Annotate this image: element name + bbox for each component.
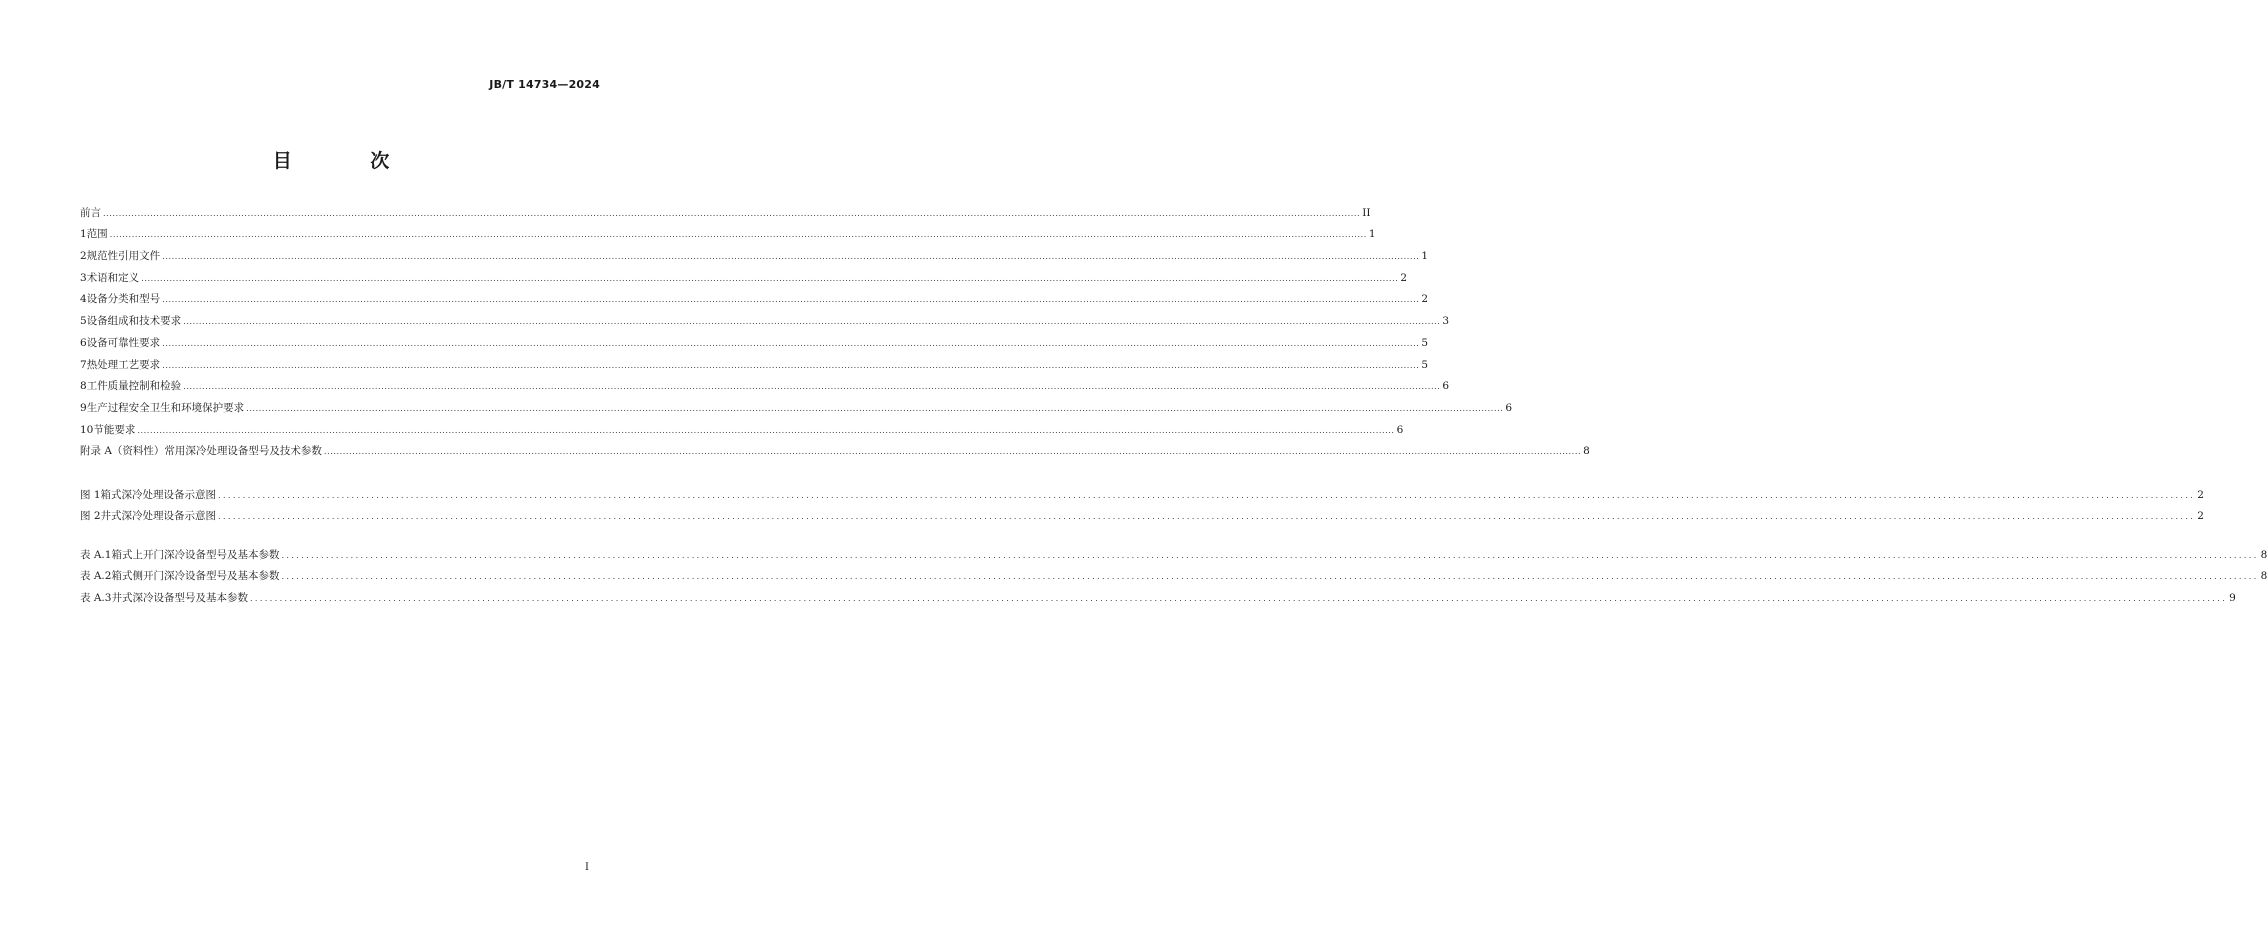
toc-entry-page: II bbox=[1362, 206, 1371, 219]
figure-entry[interactable] bbox=[80, 480, 2204, 502]
dot-leader: ................................................................................................................................................................................................................................................................................................................................................................................................................ bbox=[162, 252, 1420, 262]
dot-leader: ................................................................................................................................................................................................................................................................................................................................................................................................................ bbox=[249, 594, 2228, 604]
toc-entry-page: 6 bbox=[1396, 423, 1404, 436]
toc-entry-page: 6 bbox=[1505, 401, 1513, 414]
toc-entry-label: 设备组成和技术要求 bbox=[86, 315, 182, 328]
toc-entry[interactable] bbox=[80, 241, 1429, 263]
dot-leader: ................................................................................................................................................................................................................................................................................................................................................................................................................ bbox=[162, 295, 1420, 305]
toc-entry-page: 2 bbox=[1421, 293, 1429, 306]
toc-entry-number: 3 bbox=[80, 271, 87, 284]
dot-leader: ................................................................................................................................................................................................................................................................................................................................................................................................................ bbox=[109, 230, 1367, 240]
toc-entry-number: 5 bbox=[80, 315, 87, 328]
figure-entry-number: 图 2 bbox=[80, 510, 101, 523]
toc-entry[interactable] bbox=[80, 350, 1429, 372]
dot-leader: ................................................................................................................................................................................................................................................................................................................................................................................................................ bbox=[281, 572, 2259, 582]
dot-leader: ................................................................................................................................................................................................................................................................................................................................................................................................................ bbox=[323, 447, 1582, 457]
table-entry-page: 8 bbox=[2260, 548, 2267, 561]
figure-entry-page: 2 bbox=[2197, 510, 2204, 523]
toc-entry-page: 1 bbox=[1368, 228, 1376, 241]
toc-entry-number: 6 bbox=[80, 336, 87, 349]
toc-entry-number: 9 bbox=[80, 401, 87, 414]
toc-entry-page: 5 bbox=[1421, 358, 1429, 371]
table-entry-number: 表 A.2 bbox=[80, 570, 112, 583]
toc-entry-label: 常用深冷处理设备型号及技术参数 bbox=[164, 445, 322, 458]
toc-entry-number: 附录 A（资料性） bbox=[80, 445, 165, 458]
toc-entry-label: 范围 bbox=[86, 228, 108, 241]
dot-leader: ................................................................................................................................................................................................................................................................................................................................................................................................................ bbox=[281, 550, 2259, 560]
figure-list bbox=[80, 480, 2204, 523]
toc-entry-label: 设备分类和型号 bbox=[86, 293, 161, 306]
toc-list bbox=[80, 198, 1590, 458]
toc-entry[interactable] bbox=[80, 393, 1513, 415]
toc-entry[interactable] bbox=[80, 263, 1408, 285]
table-entry[interactable] bbox=[80, 562, 2267, 584]
figure-entry-page: 2 bbox=[2197, 488, 2204, 501]
table-entry-number: 表 A.3 bbox=[80, 592, 112, 605]
dot-leader: ................................................................................................................................................................................................................................................................................................................................................................................................................ bbox=[183, 382, 1441, 392]
toc-entry-label: 热处理工艺要求 bbox=[86, 358, 161, 371]
dot-leader: ................................................................................................................................................................................................................................................................................................................................................................................................................ bbox=[246, 403, 1504, 413]
figure-entry-label: 井式深冷处理设备示意图 bbox=[100, 510, 217, 523]
toc-entry-page: 3 bbox=[1442, 315, 1450, 328]
toc-entry-page: 6 bbox=[1442, 380, 1450, 393]
toc-entry-label: 设备可靠性要求 bbox=[86, 336, 161, 349]
toc-entry-number: 1 bbox=[80, 228, 87, 241]
toc-entry-appendix[interactable] bbox=[80, 437, 1590, 459]
toc-entry[interactable] bbox=[80, 220, 1376, 242]
table-list bbox=[80, 540, 2267, 605]
toc-entry[interactable] bbox=[80, 415, 1404, 437]
toc-entry[interactable] bbox=[80, 306, 1450, 328]
toc-entry-number: 4 bbox=[80, 293, 87, 306]
toc-entry-label: 前言 bbox=[80, 206, 101, 219]
page-number: I bbox=[585, 862, 589, 873]
table-entry[interactable] bbox=[80, 583, 2236, 605]
toc-entry[interactable] bbox=[80, 372, 1450, 394]
dot-leader: ................................................................................................................................................................................................................................................................................................................................................................................................................ bbox=[162, 360, 1420, 370]
table-entry[interactable] bbox=[80, 540, 2267, 562]
toc-entry-label: 生产过程安全卫生和环境保护要求 bbox=[86, 401, 245, 414]
table-entry-label: 井式深冷设备型号及基本参数 bbox=[111, 592, 248, 605]
toc-entry-label: 工件质量控制和检验 bbox=[86, 380, 182, 393]
figure-entry-number: 图 1 bbox=[80, 488, 101, 501]
table-entry-number: 表 A.1 bbox=[80, 548, 112, 561]
dot-leader: ................................................................................................................................................................................................................................................................................................................................................................................................................ bbox=[183, 317, 1441, 327]
toc-entry-page: 8 bbox=[1583, 445, 1590, 458]
page-title: 目 次 bbox=[272, 150, 426, 172]
table-entry-label: 箱式侧开门深冷设备型号及基本参数 bbox=[111, 570, 280, 583]
toc-entry-label: 术语和定义 bbox=[86, 271, 140, 284]
standard-code: JB/T 14734—2024 bbox=[489, 78, 600, 91]
dot-leader: ................................................................................................................................................................................................................................................................................................................................................................................................................ bbox=[218, 490, 2196, 500]
table-entry-page: 8 bbox=[2260, 570, 2267, 583]
toc-entry-page: 5 bbox=[1421, 336, 1429, 349]
toc-entry-page: 2 bbox=[1400, 271, 1408, 284]
toc-entry[interactable] bbox=[80, 328, 1429, 350]
figure-entry-label: 箱式深冷处理设备示意图 bbox=[100, 488, 217, 501]
dot-leader: ................................................................................................................................................................................................................................................................................................................................................................................................................ bbox=[137, 425, 1395, 435]
toc-entry-number: 10 bbox=[80, 423, 94, 436]
dot-leader: ................................................................................................................................................................................................................................................................................................................................................................................................................ bbox=[162, 338, 1420, 348]
dot-leader: ................................................................................................................................................................................................................................................................................................................................................................................................................ bbox=[103, 208, 1361, 218]
toc-entry-label: 规范性引用文件 bbox=[86, 250, 161, 263]
toc-entry-number: 2 bbox=[80, 250, 87, 263]
toc-entry-number: 7 bbox=[80, 358, 87, 371]
table-entry-label: 箱式上开门深冷设备型号及基本参数 bbox=[111, 548, 280, 561]
table-entry-page: 9 bbox=[2229, 592, 2236, 605]
toc-entry-page: 1 bbox=[1421, 250, 1429, 263]
toc-entry[interactable] bbox=[80, 285, 1429, 307]
dot-leader: ................................................................................................................................................................................................................................................................................................................................................................................................................ bbox=[141, 273, 1399, 283]
figure-entry[interactable] bbox=[80, 502, 2204, 524]
toc-entry[interactable] bbox=[80, 198, 1371, 220]
toc-entry-label: 节能要求 bbox=[93, 423, 136, 436]
dot-leader: ................................................................................................................................................................................................................................................................................................................................................................................................................ bbox=[218, 512, 2196, 522]
toc-entry-number: 8 bbox=[80, 380, 87, 393]
